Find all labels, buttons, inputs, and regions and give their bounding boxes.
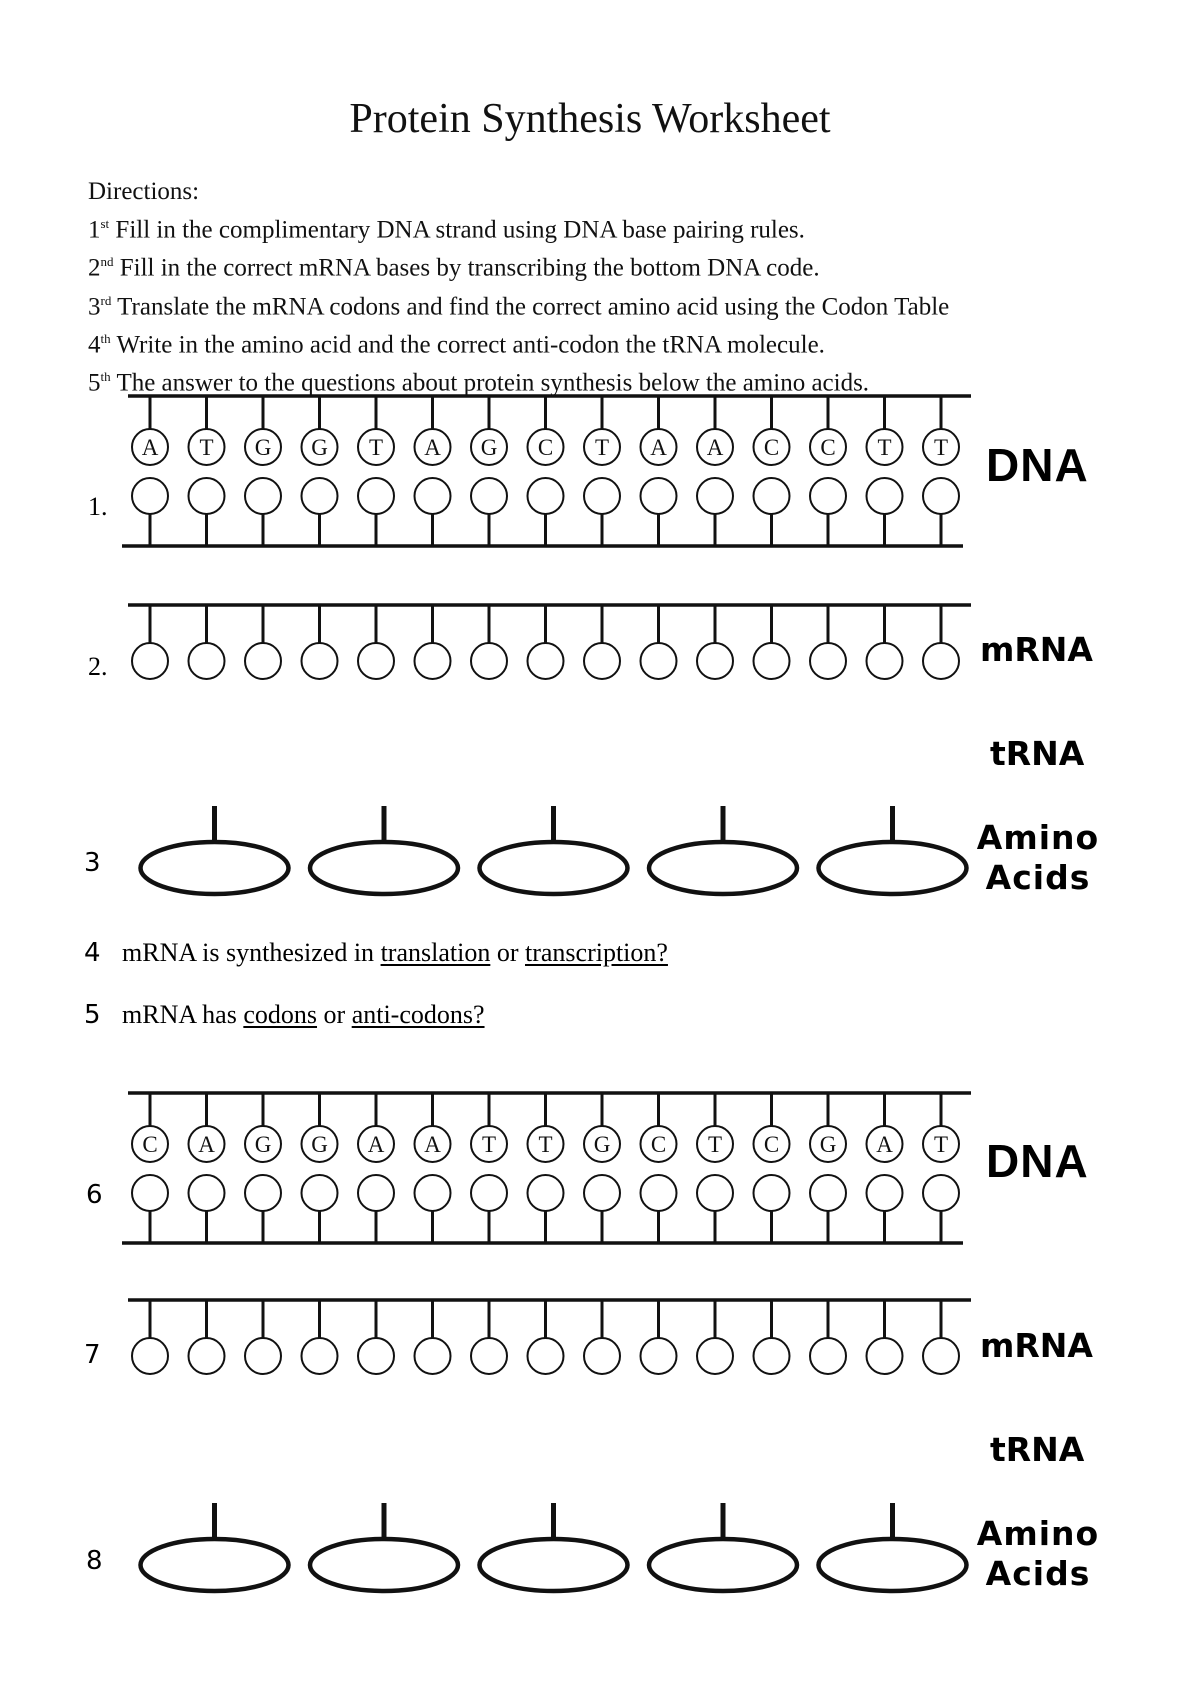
mrna-blank-circle[interactable] [641,643,677,679]
worksheet-title: Protein Synthesis Worksheet [349,96,831,142]
dna-blank-circle[interactable] [245,1175,281,1211]
dna-blank-circle[interactable] [697,1175,733,1211]
step-ordinal-suffix: th [100,330,111,346]
amino-acid-oval[interactable] [649,1539,797,1591]
step-ordinal: 4 [88,331,101,359]
mrna-blank-circle[interactable] [584,1338,620,1374]
dna-base-letter: C [650,1132,667,1157]
dna-base-letter: A [650,435,667,460]
mrna-label: mRNA [980,630,1093,669]
step-ordinal: 3 [88,292,101,320]
dna-blank-circle[interactable] [810,478,846,514]
mrna-blank-circle[interactable] [302,1338,338,1374]
dna-blank-circle[interactable] [584,1175,620,1211]
dna-blank-circle[interactable] [302,1175,338,1211]
amino-acid-oval[interactable] [141,1539,289,1591]
mrna-item-number: 2. [88,652,108,681]
question [84,1000,485,1030]
question-number: 5 [84,1000,101,1030]
dna-base-letter: C [142,1132,158,1157]
dna-base-letter: A [424,1132,441,1157]
dna-base-letter: A [424,435,441,460]
mrna-blank-circle[interactable] [245,643,281,679]
dna-item-number: 1. [88,492,108,521]
dna-base-letter: C [537,435,554,460]
dna-blank-circle[interactable] [471,478,507,514]
dna-base-letter: A [141,435,159,460]
dna-base-letter: C [820,435,836,460]
mrna-blank-circle[interactable] [697,1338,733,1374]
dna-blank-circle[interactable] [641,1175,677,1211]
mrna-blank-circle[interactable] [358,1338,394,1374]
mrna-blank-circle[interactable] [754,643,790,679]
dna-base-letter: T [877,435,892,460]
mrna-blank-circle[interactable] [132,643,168,679]
mrna-blank-circle[interactable] [189,1338,225,1374]
dna-base-letter: G [480,435,498,460]
mrna-blank-circle[interactable] [923,643,959,679]
dna-base-letter: A [367,1132,385,1157]
dna-base-letter: T [707,1132,723,1157]
amino-acid-oval[interactable] [141,842,289,894]
mrna-blank-circle[interactable] [867,1338,903,1374]
mrna-label: mRNA [980,1326,1093,1365]
dna-blank-circle[interactable] [358,478,394,514]
dna-blank-circle[interactable] [867,478,903,514]
mrna-blank-circle[interactable] [867,643,903,679]
dna-blank-circle[interactable] [415,1175,451,1211]
mrna-blank-circle[interactable] [584,643,620,679]
dna-blank-circle[interactable] [245,478,281,514]
step-ordinal-suffix: rd [100,292,112,308]
mrna-blank-circle[interactable] [810,643,846,679]
dna-blank-circle[interactable] [302,478,338,514]
dna-blank-circle[interactable] [415,478,451,514]
amino-item-number: 3 [84,848,101,878]
step-ordinal: 5 [88,369,101,397]
mrna-blank-circle[interactable] [641,1338,677,1374]
step-ordinal-suffix: nd [100,254,114,270]
mrna-blank-circle[interactable] [923,1338,959,1374]
mrna-blank-circle[interactable] [528,643,564,679]
mrna-blank-circle[interactable] [132,1338,168,1374]
step-ordinal-suffix: st [100,216,110,231]
mrna-blank-circle[interactable] [245,1338,281,1374]
dna-blank-circle[interactable] [641,478,677,514]
amino-acid-oval[interactable] [819,1539,967,1591]
step-text: Translate the mRNA codons and find the correct amino acid using the Codon Table [117,292,950,320]
question [84,938,668,968]
dna-blank-circle[interactable] [923,1175,959,1211]
dna-base-letter: G [311,435,328,460]
amino-acid-oval[interactable] [480,1539,628,1591]
dna-base-letter: T [368,435,384,460]
amino-acids-label [976,1514,1100,1594]
amino-label-line: Amino [976,818,1100,857]
amino-acid-oval[interactable] [310,1539,458,1591]
amino-label-line: Acids [985,858,1091,897]
question-text: or [317,1000,352,1029]
dna-label: DNA [986,1135,1089,1187]
dna-base-letter: T [481,1132,497,1157]
answer-option[interactable]: codons [243,1000,318,1029]
mrna-blank-circle[interactable] [810,1338,846,1374]
mrna-blank-circle[interactable] [358,643,394,679]
dna-base-letter: T [933,435,949,460]
amino-acid-oval[interactable] [480,842,628,894]
dna-base-letter: A [706,435,724,460]
dna-blank-circle[interactable] [132,1175,168,1211]
dna-base-letter: G [593,1132,611,1157]
dna-base-letter: T [538,1132,553,1157]
dna-blank-circle[interactable] [584,478,620,514]
dna-blank-circle[interactable] [754,478,790,514]
dna-base-letter: T [933,1132,949,1157]
dna-blank-circle[interactable] [471,1175,507,1211]
dna-blank-circle[interactable] [697,478,733,514]
answer-option[interactable]: translation [380,938,491,967]
dna-blank-circle[interactable] [810,1175,846,1211]
dna-base-letter: T [594,435,610,460]
answer-option[interactable]: transcription? [525,938,668,967]
step-ordinal-suffix: th [100,369,111,385]
dna-base-letter: G [254,1132,272,1157]
trna-label: tRNA [990,1430,1085,1469]
dna-blank-circle[interactable] [358,1175,394,1211]
question-number: 4 [84,938,101,968]
question-text: or [490,938,525,967]
mrna-item-number: 7 [84,1340,101,1370]
dna-base-letter: G [254,435,272,460]
mrna-blank-circle[interactable] [471,643,507,679]
step-text: The answer to the questions about protein synthesis below the amino acids. [116,369,870,397]
amino-label-line: Acids [985,1554,1091,1593]
mrna-blank-circle[interactable] [415,1338,451,1374]
mrna-blank-circle[interactable] [415,643,451,679]
dna-blank-circle[interactable] [923,478,959,514]
mrna-blank-circle[interactable] [754,1338,790,1374]
amino-acid-oval[interactable] [819,842,967,894]
dna-base-letter: A [198,1132,215,1157]
step-ordinal: 1 [88,216,101,244]
dna-base-letter: A [876,1132,893,1157]
step-text: Fill in the correct mRNA bases by transcribing the bottom DNA code. [119,254,820,282]
trna-label: tRNA [990,734,1085,773]
step-text: Write in the amino acid and the correct anti-codon the tRNA molecule. [116,331,825,359]
amino-acid-oval[interactable] [310,842,458,894]
step-text: Fill in the complimentary DNA strand using DNA base pairing rules. [115,216,805,244]
dna-item-number: 6 [86,1180,103,1210]
dna-blank-circle[interactable] [189,478,225,514]
amino-item-number: 8 [86,1546,103,1576]
dna-blank-circle[interactable] [867,1175,903,1211]
dna-blank-circle[interactable] [132,478,168,514]
dna-base-letter: G [311,1132,328,1157]
question-text: mRNA is synthesized in [122,938,381,967]
mrna-blank-circle[interactable] [302,643,338,679]
dna-base-letter: C [763,435,780,460]
amino-label-line: Amino [976,1514,1100,1553]
mrna-blank-circle[interactable] [189,643,225,679]
mrna-blank-circle[interactable] [528,1338,564,1374]
dna-blank-circle[interactable] [528,1175,564,1211]
dna-blank-circle[interactable] [189,1175,225,1211]
dna-label: DNA [986,439,1089,491]
dna-blank-circle[interactable] [754,1175,790,1211]
amino-acids-label [976,818,1100,898]
dna-base-letter: T [199,435,214,460]
step-ordinal: 2 [88,254,101,282]
dna-blank-circle[interactable] [528,478,564,514]
answer-option[interactable]: anti-codons? [351,1000,485,1029]
mrna-blank-circle[interactable] [471,1338,507,1374]
dna-base-letter: C [763,1132,780,1157]
question-text: mRNA has [122,1000,244,1029]
amino-acid-oval[interactable] [649,842,797,894]
directions-heading: Directions: [88,178,200,205]
dna-base-letter: G [819,1132,837,1157]
mrna-blank-circle[interactable] [697,643,733,679]
